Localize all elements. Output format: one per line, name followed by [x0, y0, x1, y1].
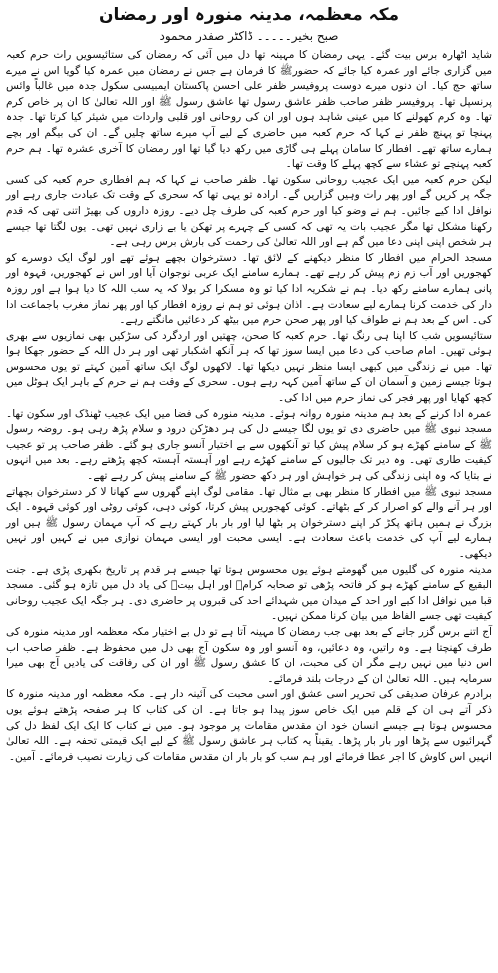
article-paragraph: مدینہ منورہ کی گلیوں میں گھومتے ہوئے یوں محسوس ہوتا تھا جیسے ہر قدم پر تاریخ بکھری پڑی ہے۔ جنت البقیع کے سامنے کھڑے ہو کر فاتحہ پڑھی تو صحابہ کرامؓ اور اہل بیتؓ کی یاد دل میں تازہ ہو گئی۔ مسجد قبا میں نوافل ادا کیے اور احد کے میدان میں شہدائے احد کی قبروں پر حاضری دی۔ ہر جگہ ایک عجیب روحانی کیفیت تھی جسے الفاظ میں بیان کرنا ممکن نہیں۔	[6, 563, 492, 623]
article-paragraph: آج اتنے برس گزر جانے کے بعد بھی جب رمضان کا مہینہ آتا ہے تو دل بے اختیار مکہ معظمہ اور مدینہ منورہ کی طرف کھنچتا ہے۔ وہ راتیں، وہ دعائیں، وہ آنسو اور وہ سکون آج بھی دل میں محفوظ ہے۔ ظفر صاحب اب اس دنیا میں نہیں رہے مگر ان کی محبت، ان کا عشق رسول ﷺ اور ان کی رفاقت کی یادیں آج بھی میرا سرمایہ ہیں۔ اللہ تعالیٰ ان کے درجات بلند فرمائے۔	[6, 625, 492, 685]
article-body	[6, 48, 492, 765]
article-paragraph: مسجد الحرام میں افطار کا منظر دیکھنے کے لائق تھا۔ دسترخوان بچھے ہوئے تھے اور لوگ ایک دوسرے کو کھجوریں اور آب زم زم پیش کر رہے تھے۔ ہمارے سامنے ایک عربی نوجوان آیا اور اس نے کھجوریں، قہوہ اور پانی ہمارے سامنے رکھ دیا۔ ہم نے شکریہ ادا کیا تو وہ مسکرا کر بولا کہ یہ سب اللہ کا دیا ہوا ہے اور روزہ دار کی خدمت کرنا ہمارے لیے سعادت ہے۔ اذان ہوئی تو ہم نے روزہ افطار کیا اور پھر نماز مغرب باجماعت ادا کی۔ اس کے بعد ہم نے طواف کیا اور پھر صحن حرم میں بیٹھ کر دعائیں مانگتے رہے۔	[6, 251, 492, 327]
article-paragraph: لیکن حرم کعبہ میں ایک عجیب روحانی سکون تھا۔ ظفر صاحب نے کہا کہ ہم افطاری حرم کعبہ کی کسی جگہ پر کریں گے اور پھر رات وہیں گزاریں گے۔ ارادہ تو یہی تھا کہ سحری کے وقت تک عبادت جاری رہے اور نوافل ادا کیے جائیں۔ ہم نے وضو کیا اور حرم کعبہ کی طرف چل دیے۔ روزہ داروں کی بھیڑ اتنی تھی کہ قدم رکھنا مشکل تھا مگر عجیب بات یہ تھی کہ کسی کے چہرے پر تھکن یا بے زاری نہیں تھی۔ یوں لگتا تھا جیسے ہر شخص اپنی اپنی دعا میں گم ہے اور اللہ تعالیٰ کی رحمت کی بارش برس رہی ہے۔	[6, 173, 492, 249]
article-paragraph: برادرم عرفان صدیقی کی تحریر اسی عشق اور اسی محبت کی آئینہ دار ہے۔ مکہ معظمہ اور مدینہ منورہ کا ذکر آتے ہی ان کے قلم میں ایک خاص سوز پیدا ہو جاتا ہے۔ ان کی کتاب کا ہر صفحہ پڑھتے ہوئے یوں محسوس ہوتا ہے جیسے انسان خود ان مقدس مقامات پر موجود ہو۔ میں نے کتاب کا ایک ایک لفظ دل کی گہرائیوں سے پڑھا اور بار بار پڑھا۔ یقیناً یہ کتاب ہر عاشق رسول ﷺ کے لیے ایک قیمتی تحفہ ہے۔ اللہ تعالیٰ انہیں اس کاوش کا اجر عطا فرمائے اور ہم سب کو بار بار ان مقدس مقامات کی زیارت نصیب فرمائے۔ آمین۔	[6, 688, 492, 763]
article-byline: صبح بخیر۔۔۔۔۔ ڈاکٹر صفدر محمود	[159, 29, 339, 43]
article-paragraph: عمرہ ادا کرنے کے بعد ہم مدینہ منورہ روانہ ہوئے۔ مدینہ منورہ کی فضا میں ایک عجیب ٹھنڈک اور سکون تھا۔ مسجد نبوی ﷺ میں حاضری دی تو یوں لگا جیسے دل کی ہر دھڑکن درود و سلام پڑھ رہی ہو۔ روضہ رسول ﷺ کے سامنے کھڑے ہو کر سلام پیش کیا تو آنکھوں سے بے اختیار آنسو جاری ہو گئے۔ ظفر صاحب پر تو عجیب کیفیت طاری تھی۔ وہ دیر تک جالیوں کے سامنے کھڑے رہے اور آہستہ آہستہ کچھ پڑھتے رہے۔ بعد میں انہوں نے بتایا کہ وہ اپنی زندگی کی ہر خواہش اور ہر دکھ حضور ﷺ کے سامنے پیش کر رہے تھے۔	[6, 407, 492, 483]
article-paragraph: شاید اٹھارہ برس بیت گئے۔ یہی رمضان کا مہینہ تھا دل میں آئی کہ رمضان کی ستائیسویں رات حرم کعبہ میں گزاری جائے اور عمرہ کیا جائے کہ حضورﷺ کا فرمان ہے جس نے رمضان میں عمرہ کیا گویا اس نے میرے ساتھ حج کیا۔ ان دنوں میرے دوست پروفیسر ظفر علی احسن پاکستان ایمبیسی سکول جدہ میں غالباً وائس پرنسپل تھا۔ پروفیسر ظفر صاحب ظفر عاشق رسول تھا عاشق رسول ﷺ اور اللہ تعالیٰ کا ان پر خاص کرم تھا۔ وہ کرم کھولنے کا میں عینی شاہد ہوں اور ان کی روحانی اور قلبی واردات میں شیئر کیا کرتا تھا۔ جدہ پہنچا تو پہنچ ظفر نے کہا کہ حرم کعبہ میں حاضری کے لیے آپ میرے ساتھ چلیں گے۔ ان کی بیگم اور بچے ہمارے ساتھ تھے۔ افطار کا سامان پہلے ہی گاڑی میں رکھ دیا گیا تھا اور رمضان کا آخری عشرہ تھا۔ ہم حرم کعبہ پہنچے تو عشاء سے کچھ پہلے کا وقت تھا۔	[6, 49, 492, 171]
article-title: مکہ معظمہ، مدینہ منورہ اور رمضان	[98, 5, 400, 25]
article-paragraph: مسجد نبوی ﷺ میں افطار کا منظر بھی بے مثال تھا۔ مقامی لوگ اپنے گھروں سے کھانا لا کر دسترخوان بچھاتے اور ہر آنے والے کو اصرار کر کے بٹھاتے۔ کوئی کھجوریں پیش کرتا، کوئی دہی، کوئی روٹی اور کوئی قہوہ۔ ایک بزرگ نے ہمیں ہاتھ پکڑ کر اپنے دسترخوان پر بٹھا لیا اور بار بار کہتے رہے کہ آپ مہمان رسول ﷺ ہیں اور ہمارے لیے آپ کی خدمت باعث سعادت ہے۔ ایسی محبت اور ایسی مہمان نوازی میں نے کہیں اور نہیں دیکھی۔	[6, 485, 492, 560]
article-paragraph: ستائیسویں شب کا اپنا ہی رنگ تھا۔ حرم کعبہ کا صحن، چھتیں اور اردگرد کی سڑکیں بھی نمازیوں سے بھری ہوئی تھیں۔ امام صاحب کی دعا میں ایسا سوز تھا کہ ہر آنکھ اشکبار تھی اور ہر دل اللہ کے حضور جھکا ہوا تھا۔ میں نے زندگی میں کبھی ایسا منظر نہیں دیکھا تھا۔ لاکھوں لوگ ایک ساتھ آمین کہتے تو یوں محسوس ہوتا جیسے زمین و آسمان ان کے ساتھ آمین کہہ رہے ہوں۔ سحری کے وقت ہم نے حرم کے باہر ایک ہوٹل میں کچھ کھایا اور پھر فجر کی نماز حرم میں ادا کی۔	[6, 329, 492, 405]
